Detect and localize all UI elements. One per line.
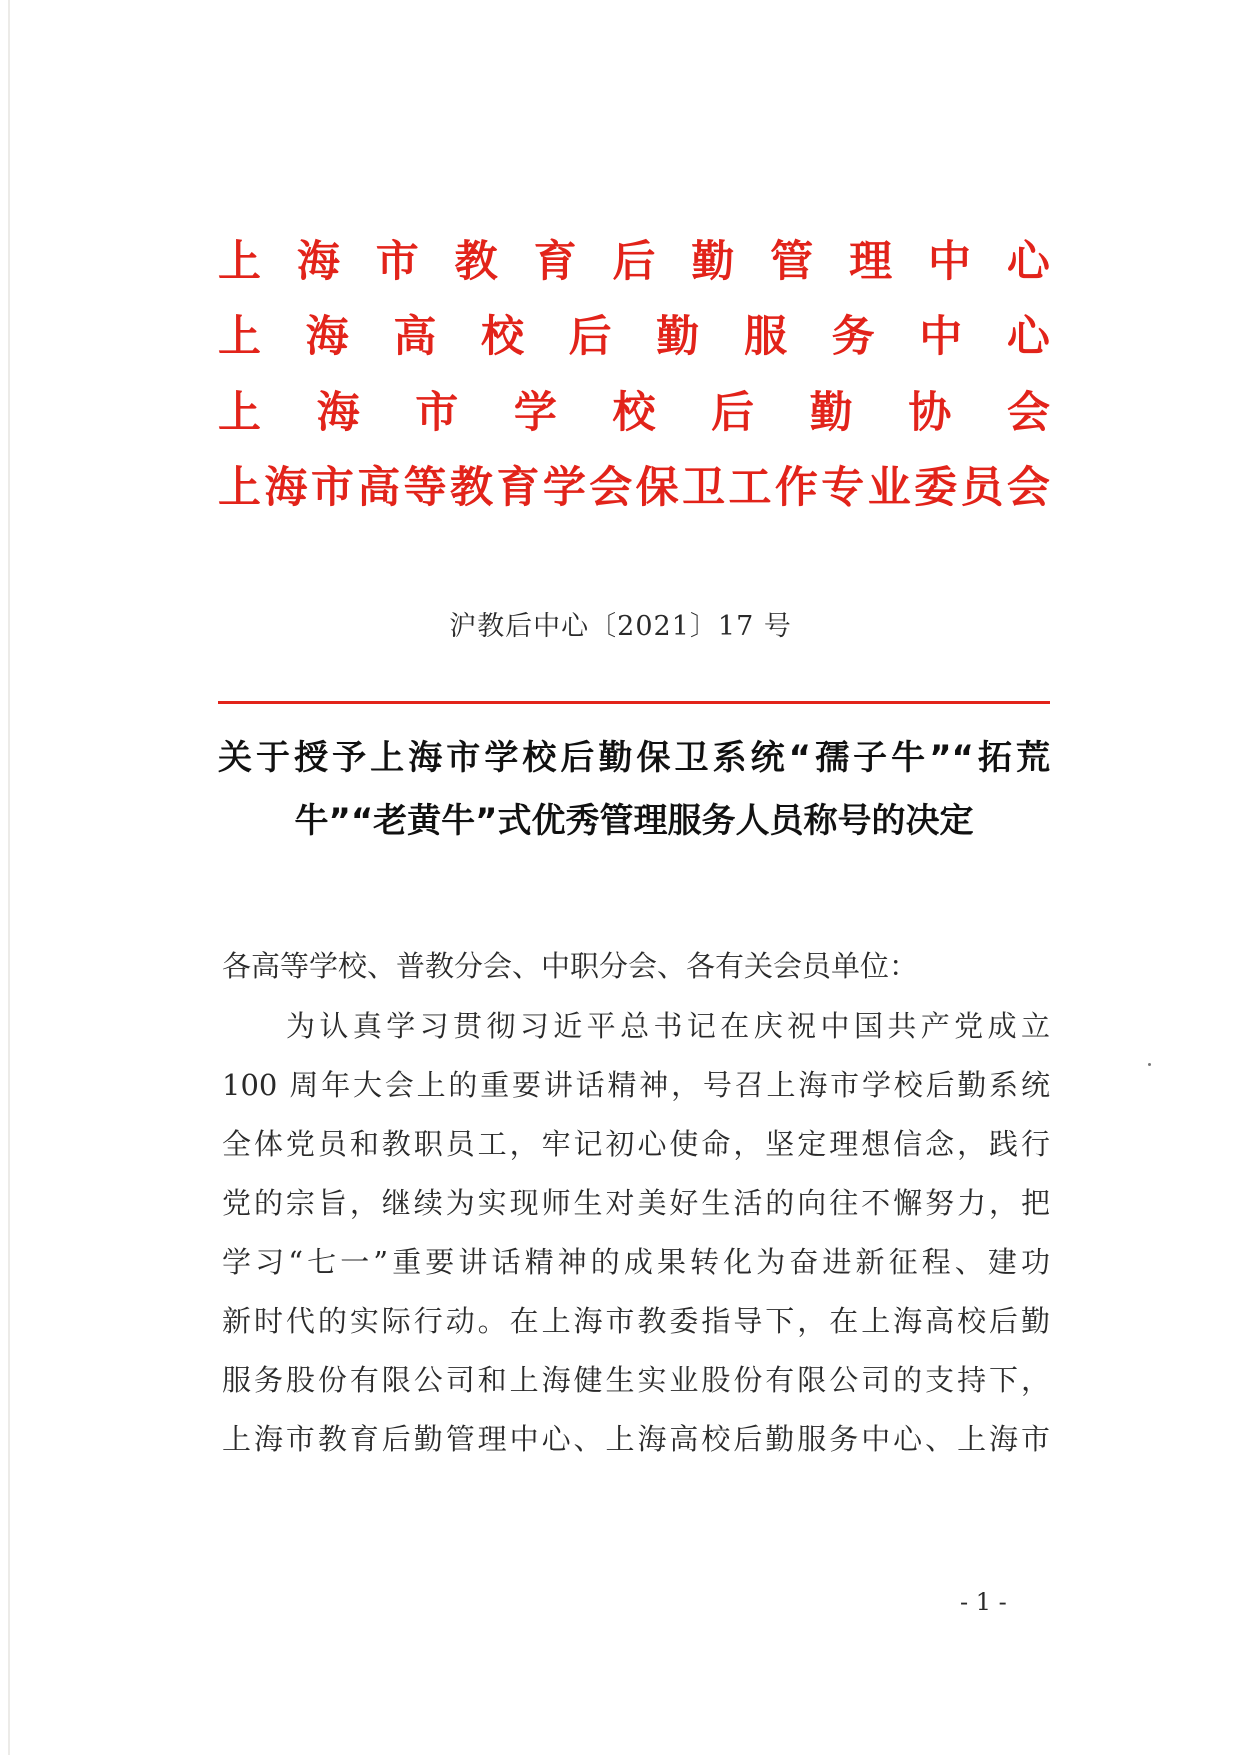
issuer-char: 管 bbox=[770, 237, 814, 287]
issuer-char: 勤 bbox=[809, 388, 853, 438]
issuer-char: 育 bbox=[496, 463, 540, 513]
body-line: 全体党员和教职员工，牢记初心使命，坚定理想信念，践行 bbox=[222, 1127, 1050, 1161]
issuer-char: 保 bbox=[635, 463, 679, 513]
body-line: 为认真学习贯彻习近平总书记在庆祝中国共产党成立 bbox=[286, 1009, 1050, 1043]
issuer-char: 后 bbox=[568, 312, 612, 362]
issuer-char: 员 bbox=[960, 463, 1004, 513]
scan-edge bbox=[8, 0, 10, 1755]
issuer-char: 专 bbox=[821, 463, 865, 513]
body-line: 100 周年大会上的重要讲话精神，号召上海市学校后勤系统 bbox=[222, 1068, 1050, 1102]
issuer-char: 海 bbox=[264, 463, 308, 513]
issuer-char: 后 bbox=[612, 237, 656, 287]
issuer-char: 上 bbox=[218, 312, 261, 362]
issuer-char: 上 bbox=[218, 463, 261, 513]
issuer-char: 中 bbox=[928, 237, 972, 287]
issuer-char: 校 bbox=[480, 312, 524, 362]
issuer-char: 协 bbox=[908, 388, 952, 438]
issuer-line-2 bbox=[218, 307, 1050, 367]
issuer-char: 学 bbox=[513, 388, 557, 438]
issuer-char: 委 bbox=[914, 463, 958, 513]
issuer-char: 市 bbox=[415, 388, 459, 438]
issuer-char: 海 bbox=[296, 237, 340, 287]
issuer-char: 作 bbox=[774, 463, 818, 513]
issuer-char: 高 bbox=[357, 463, 401, 513]
issuer-char: 心 bbox=[1006, 312, 1050, 362]
body-line: 上海市教育后勤管理中心、上海高校后勤服务中心、上海市 bbox=[222, 1422, 1050, 1456]
issuer-char: 理 bbox=[849, 237, 893, 287]
body-line: 新时代的实际行动。在上海市教委指导下，在上海高校后勤 bbox=[222, 1304, 1050, 1338]
page-number: - 1 - bbox=[960, 1588, 1007, 1616]
issuer-line-3 bbox=[218, 383, 1050, 443]
issuer-char: 教 bbox=[450, 463, 494, 513]
issuer-char: 业 bbox=[867, 463, 911, 513]
issuer-char: 海 bbox=[305, 312, 349, 362]
issuer-char: 会 bbox=[1006, 463, 1050, 513]
issuer-char: 勤 bbox=[691, 237, 735, 287]
issuer-char: 心 bbox=[1006, 237, 1050, 287]
salutation: 各高等学校、普教分会、中职分会、各有关会员单位： bbox=[222, 949, 919, 983]
body-line: 服务股份有限公司和上海健生实业股份有限公司的支持下， bbox=[222, 1363, 1050, 1397]
document-title-line-1: 关于授予上海市学校后勤保卫系统“孺子牛”“拓荒 bbox=[218, 738, 1050, 778]
issuer-char: 教 bbox=[454, 237, 498, 287]
scan-speck bbox=[1148, 1063, 1151, 1066]
issuer-char: 高 bbox=[393, 312, 437, 362]
body-line: 学习“七一”重要讲话精神的成果转化为奋进新征程、建功 bbox=[222, 1245, 1050, 1279]
issuer-char: 育 bbox=[533, 237, 577, 287]
issuer-char: 上 bbox=[218, 388, 261, 438]
issuer-char: 务 bbox=[831, 312, 875, 362]
issuer-char: 学 bbox=[542, 463, 586, 513]
issuer-char: 服 bbox=[743, 312, 787, 362]
issuer-char: 海 bbox=[316, 388, 360, 438]
issuer-line-4 bbox=[218, 458, 1050, 518]
issuer-char: 等 bbox=[403, 463, 447, 513]
issuer-char: 会 bbox=[589, 463, 633, 513]
document-number: 沪教后中心〔2021〕17 号 bbox=[449, 611, 792, 642]
body-line: 党的宗旨，继续为实现师生对美好生活的向往不懈努力，把 bbox=[222, 1186, 1050, 1220]
issuer-char: 工 bbox=[728, 463, 772, 513]
issuer-line-1 bbox=[218, 232, 1050, 292]
issuer-char: 市 bbox=[375, 237, 419, 287]
issuer-char: 卫 bbox=[682, 463, 726, 513]
issuer-char: 勤 bbox=[656, 312, 700, 362]
issuer-char: 上 bbox=[218, 237, 261, 287]
issuer-char: 校 bbox=[612, 388, 656, 438]
issuer-char: 后 bbox=[711, 388, 755, 438]
issuer-char: 市 bbox=[310, 463, 354, 513]
red-divider bbox=[218, 701, 1050, 704]
issuer-char: 会 bbox=[1007, 388, 1050, 438]
document-title-line-2: 牛”“老黄牛”式优秀管理服务人员称号的决定 bbox=[294, 801, 974, 841]
issuer-char: 中 bbox=[919, 312, 963, 362]
